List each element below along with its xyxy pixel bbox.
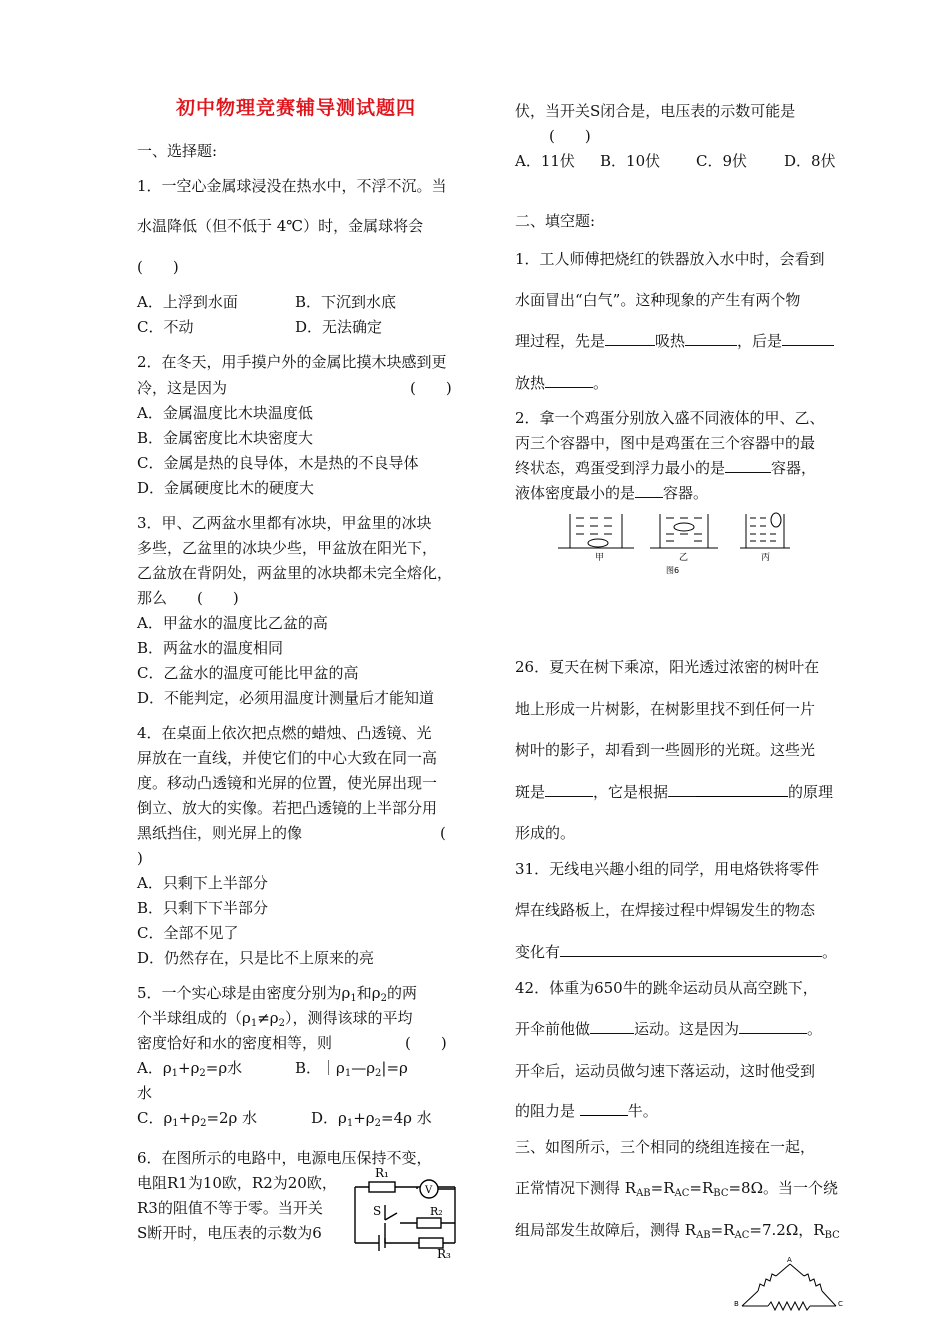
f42-text: 开伞后，运动员做匀速下落运动，这时他受到 <box>515 1062 816 1080</box>
q2-option-a: A．金属温度比木块温度低 <box>137 404 313 422</box>
q6-answer-paren: ( ) <box>549 127 591 145</box>
q5-option-c: C．$\rho_1+\rho_2=2\rho$ 水 <box>137 1109 258 1129</box>
f42-text: 42．体重为650牛的跳伞运动员从高空跳下， <box>515 979 818 997</box>
q4-option-d: D．仍然存在，只是比不上原来的亮 <box>137 949 375 967</box>
q6-text: S断开时，电压表的示数为6 <box>137 1224 322 1242</box>
q3-option-a: A．甲盆水的温度比乙盆的高 <box>137 614 328 632</box>
q5-option-a: A．$\rho_1+\rho_2=\rho$水 <box>137 1059 243 1079</box>
f1-text: 水面冒出“白气”。这种现象的产生有两个物 <box>515 291 801 309</box>
voltmeter-label: V <box>425 1185 433 1196</box>
s3-text: 正常情况下测得 $R_{AB}=R_{AC}=R_{BC}=8\Omega$。当一个绕 <box>515 1179 839 1199</box>
q5-option-d: D．$\rho_1+\rho_2=4\rho$ 水 <box>311 1109 432 1129</box>
q4-answer-paren-close: ) <box>137 849 143 867</box>
page-title: 初中物理竞赛辅导测试题四 <box>176 97 417 119</box>
container-label-yi: 乙 <box>679 553 689 563</box>
f26-text: 地上形成一片树影，在树影里找不到任何一片 <box>515 700 816 718</box>
switch-label: S <box>373 1204 382 1218</box>
r2-label: R₂ <box>430 1205 443 1218</box>
q4-text: 倒立、放大的实像。若把凸透镜的上半部分用 <box>137 799 438 817</box>
container-label-jia: 甲 <box>595 553 605 563</box>
q4-option-b: B．只剩下下半部分 <box>137 899 269 917</box>
q1-option-c: C．不动 <box>137 318 194 336</box>
q5-text: 5．一个实心球是由密度分别为$\rho_1$和$\rho_2$的两 <box>137 984 417 1004</box>
container-label-bing: 丙 <box>761 553 771 563</box>
f26-text: 26．夏天在树下乘凉，阳光透过浓密的树叶在 <box>515 658 820 676</box>
f26-text: 树叶的影子，却看到一些圆形的光斑。这些光 <box>515 741 816 759</box>
q6-text: 6．在图所示的电路中，电源电压保持不变， <box>137 1149 432 1167</box>
q4-text: 屏放在一直线，并使它们的中心大致在同一高 <box>137 749 438 767</box>
q6-text: 伏，当开关S闭合是，电压表的示数可能是 <box>515 102 796 120</box>
f26-text: 斑是 ，它是根据 的原理 <box>515 783 834 801</box>
q3-option-c: C．乙盆水的温度可能比甲盆的高 <box>137 664 359 682</box>
q1-option-d: D．无法确定 <box>295 318 383 336</box>
f2-text: 丙三个容器中，图中是鸡蛋在三个容器中的最 <box>515 434 816 452</box>
q6-option-a: A．11伏 <box>515 152 575 170</box>
q4-option-c: C．全部不见了 <box>137 924 239 942</box>
q5-text: 个半球组成的$(\rho_1\ne\rho_2)$，测得该球的平均 <box>137 1009 413 1029</box>
q3-option-b: B．两盆水的温度相同 <box>137 639 284 657</box>
q6-option-c: C．9伏 <box>696 152 748 170</box>
s3-text: 三、如图所示，三个相同的绕组连接在一起， <box>515 1138 816 1156</box>
q2-option-b: B．金属密度比木块密度大 <box>137 429 314 447</box>
q1-option-b: B．下沉到水底 <box>295 293 397 311</box>
f42-text: 开伞前他做 运动。这是因为 。 <box>515 1020 823 1038</box>
f2-text: 液体密度最小的是 容器。 <box>515 484 709 502</box>
q2-option-c: C．金属是热的良导体，木是热的不良导体 <box>137 454 419 472</box>
f2-text: 2．拿一个鸡蛋分别放入盛不同液体的甲、乙、 <box>515 409 825 427</box>
q5-option-b-cont: 水 <box>137 1084 153 1102</box>
q4-option-a: A．只剩下上半部分 <box>137 874 268 892</box>
q1-option-a: A．上浮到水面 <box>137 293 238 311</box>
q1-text: 1．一空心金属球浸没在热水中，不浮不沉。当 <box>137 177 447 195</box>
q3-text: 那么 ( ) <box>137 589 239 607</box>
f1-text: 1．工人师傅把烧红的铁器放入水中时，会看到 <box>515 250 825 268</box>
node-a-label: A <box>787 1256 792 1264</box>
q6-option-b: B．10伏 <box>600 152 661 170</box>
egg-containers-figure <box>558 508 818 576</box>
r1-label: R₁ <box>375 1166 389 1180</box>
q5-answer-paren: ( ) <box>405 1034 447 1052</box>
f1-text: 理过程，先是 吸热 ，后是 <box>515 331 834 351</box>
q3-text: 乙盆放在背阴处，两盆里的冰块都未完全熔化， <box>137 564 453 582</box>
q3-text: 多些，乙盆里的冰块少些，甲盆放在阳光下， <box>137 539 438 557</box>
q5-text: 密度恰好和水的密度相等，则 <box>137 1034 333 1052</box>
f31-text: 变化有 。 <box>515 943 838 961</box>
q6-text: R3的阻值不等于零。当开关 <box>137 1199 323 1217</box>
q3-text: 3．甲、乙两盆水里都有冰块，甲盆里的冰块 <box>137 514 432 532</box>
f2-text: 终状态，鸡蛋受到浮力最小的是 容器， <box>515 459 817 477</box>
section-fill-heading: 二、填空题: <box>515 212 596 230</box>
q1-text: 水温降低（但不低于 4℃）时，金属球将会 <box>137 217 424 235</box>
node-c-label: C <box>838 1300 843 1308</box>
q2-answer-paren: ( ) <box>410 379 452 397</box>
r3-label: R₃ <box>437 1247 451 1260</box>
q4-text: 度。移动凸透镜和光屏的位置，使光屏出现一 <box>137 774 438 792</box>
f31-text: 焊在线路板上，在焊接过程中焊锡发生的物态 <box>515 901 816 919</box>
f31-text: 31．无线电兴趣小组的同学，用电烙铁将零件 <box>515 860 820 878</box>
q4-text: 黑纸挡住，则光屏上的像 <box>137 824 303 842</box>
q5-option-b: B．$|\rho_1—\rho_2|=\rho$ <box>295 1059 408 1079</box>
q6-text: 电阻R1为10欧，R2为20欧， <box>137 1174 337 1192</box>
f26-text: 形成的。 <box>515 824 576 842</box>
circuit-diagram <box>345 1165 465 1260</box>
q1-answer-paren: ( ) <box>137 258 179 276</box>
q2-text: 冷，这是因为 <box>137 379 228 397</box>
q2-option-d: D．金属硬度比木的硬度大 <box>137 479 315 497</box>
winding-triangle-diagram <box>728 1254 858 1320</box>
node-b-label: B <box>734 1300 739 1308</box>
q4-answer-paren-open: ( <box>440 824 446 842</box>
section-choice-heading: 一、选择题: <box>137 142 218 160</box>
q4-text: 4．在桌面上依次把点燃的蜡烛、凸透镜、光 <box>137 724 432 742</box>
q6-option-d: D．8伏 <box>784 152 836 170</box>
s3-text: 组局部发生故障后，测得 $R_{AB}=R_{AC}=7.2\Omega$，$R_{BC}$ <box>515 1221 840 1241</box>
f1-text: 放热 。 <box>515 374 609 392</box>
figure-caption: 图6 <box>666 566 680 575</box>
q3-option-d: D．不能判定，必须用温度计测量后才能知道 <box>137 689 435 707</box>
f42-text: 的阻力是 牛。 <box>515 1102 658 1120</box>
q2-text: 2．在冬天，用手摸户外的金属比摸木块感到更 <box>137 353 447 371</box>
